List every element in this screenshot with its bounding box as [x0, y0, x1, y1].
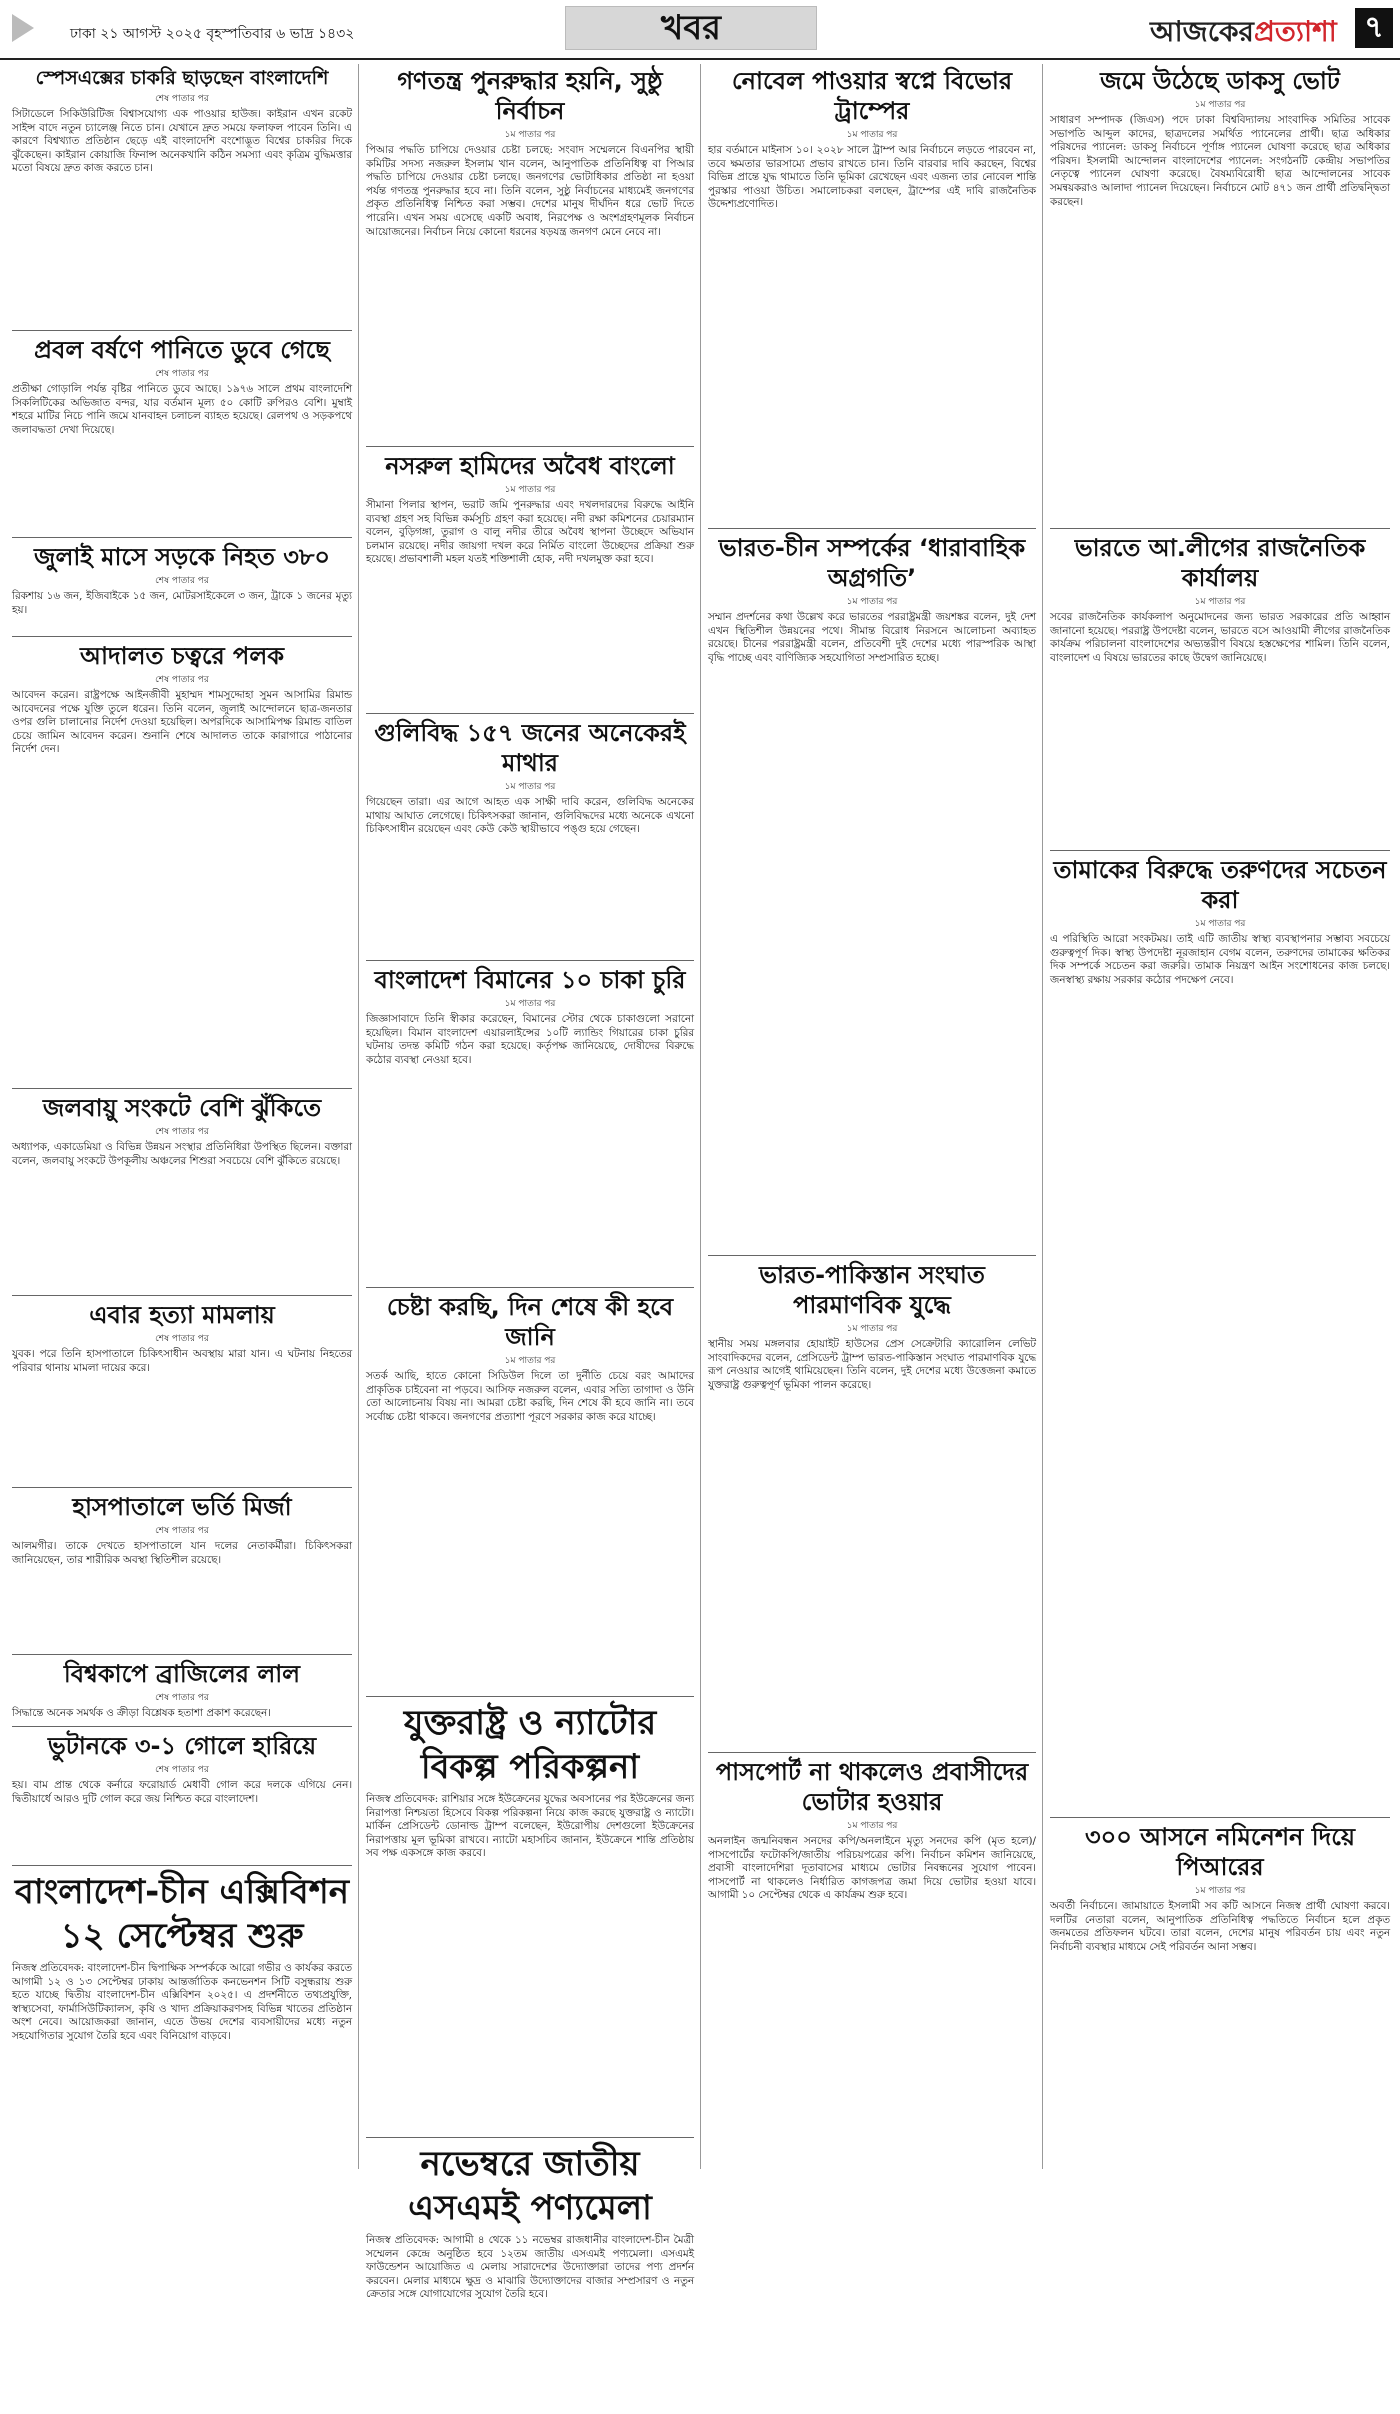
- story-body: অনলাইন জন্মনিবন্ধন সনদের কপি/অনলাইনে মৃত্যু সনদের কপি (মৃত হলে)/পাসপোর্টের ফটোকপি/জাতীয় পরিচয়পত্রের কপি। নির্বাচন কমিশন জানিয়েছে, প্রবাসী বাংলাদেশিরা দূতাবাসের মাধ্যমে ভোটার নিবন্ধনের সুযোগ পাবেন। পাসপোর্ট না থাকলেও নির্ধারিত কাগজপত্র জমা দিয়ে ভোটার হওয়া যাবে। আগামী ১০ সেপ্টেম্বর থেকে এ কার্যক্রম শুরু হবে।: [708, 1835, 1036, 1902]
- continuation-note: ১ম পাতার পর: [1194, 597, 1246, 607]
- story: [12, 542, 352, 632]
- continuation-note: ১ম পাতার পর: [504, 1356, 556, 1366]
- column-2: [366, 64, 694, 2301]
- story-headline[interactable]: স্পেসএক্সের চাকরি ছাড়ছেন বাংলাদেশি: [35, 67, 329, 89]
- continuation-note: ১ম পাতার পর: [504, 485, 556, 495]
- story: [366, 718, 694, 956]
- story-body: সিদ্ধান্তে অনেক সমর্থক ও ক্রীড়া বিশ্লেষক হতাশা প্রকাশ করেছেন।: [12, 1707, 271, 1719]
- prev-page-icon[interactable]: [12, 14, 34, 42]
- story-headline[interactable]: এবার হত্যা মামলায়: [89, 1301, 275, 1329]
- story-body: আলমগীর। তাকে দেখতে হাসপাতালে যান দলের নেতাকর্মীরা। চিকিৎসকরা জানিয়েছেন, তার শারীরিক অবস্থা স্থিতিশীল রয়েছে।: [12, 1540, 352, 1566]
- continuation-note: ১ম পাতার পর: [1194, 919, 1246, 929]
- story-headline[interactable]: ভুটানকে ৩-১ গোলে হারিয়ে: [47, 1732, 317, 1760]
- logo-text-1: আজকের: [1150, 15, 1254, 48]
- continuation-note: শেষ পাতার পর: [155, 576, 209, 586]
- continuation-note: ১ম পাতার পর: [1194, 100, 1246, 110]
- column-1: [12, 64, 352, 2169]
- rule: [12, 1088, 352, 1089]
- page-number: ৭: [1355, 8, 1393, 48]
- story-body: নিজস্ব প্রতিবেদক: বাংলাদেশ-চীন দ্বিপাক্ষিক সম্পর্ককে আরো গভীর ও কার্যকর করতে আগামী ১২ ও ১৩ সেপ্টেম্বর ঢাকায় আন্তর্জাতিক কনভেনশন সিটি বসুন্ধরায় শুরু হতে যাচ্ছে দ্বিতীয় বাংলাদেশ-চীন এক্সিবিশন ২০২৫। এ প্রদর্শনীতে তথ্যপ্রযুক্তি, স্বাস্থ্যসেবা, ফার্মাসিউটিক্যালস, কৃষি ও খাদ্য প্রক্রিয়াকরণসহ বিভিন্ন খাতের প্রতিষ্ঠান অংশ নেবে। আয়োজকরা জানান, এতে উভয় দেশের ব্যবসায়ীদের মধ্যে নতুন সহযোগিতার সুযোগ তৈরি হবে এবং বিনিয়োগ বাড়বে।: [12, 1962, 352, 2042]
- column-3: [708, 64, 1036, 2169]
- story: [366, 66, 694, 442]
- rule: [708, 1255, 1036, 1256]
- rule: [366, 1696, 694, 1697]
- story-headline[interactable]: জলবায়ু সংকটে বেশি ঝুঁকিতে: [42, 1094, 322, 1122]
- story-body: এ পরিস্থিতি আরো সংকটময়। তাই এটি জাতীয় স্বাস্থ্য ব্যবস্থাপনার সম্ভাব্য সবচেয়ে গুরুত্বপূর্ণ দিক। স্বাস্থ্য উপদেষ্টা নূরজাহান বেগম বলেন, তরুণদের তামাকের ক্ষতিকর দিক সম্পর্কে সচেতন করা জরুরি। তামাক নিয়ন্ত্রণ আইন সংশোধনের কাজ চলছে। জনস্বাস্থ্য রক্ষায় সরকার কঠোর পদক্ষেপ নেবে।: [1050, 933, 1390, 986]
- column-divider: [358, 64, 359, 2169]
- rule: [708, 1752, 1036, 1753]
- rule: [366, 713, 694, 714]
- story-headline[interactable]: ভারত-পাকিস্তান সংঘাত পারমাণবিক যুদ্ধে: [759, 1261, 985, 1319]
- story-body: সতর্ক আছি, হাতে কোনো সিডিউল দিলে তা দুর্নীতি চেয়ে বরং আমাদের প্রাকৃতিক চাইবেনা না পড়বে। আসিফ নজরুল বলেন, এবার সত্যি তাগাদা ও উনি তো আলোচনায় বিষয় না। আমরা চেষ্টা করছি, দিন শেষে কী হবে জানি না। তবে সর্বোচ্চ চেষ্টা থাকবে। জনগণের প্রত্যাশা পূরণে সরকার কাজ করে যাচ্ছে।: [366, 1370, 694, 1423]
- story: [708, 1757, 1036, 2355]
- story-body: নিজস্ব প্রতিবেদক: রাশিয়ার সঙ্গে ইউক্রেনের যুদ্ধের অবসানের পর ইউক্রেনের জন্য নিরাপত্তা নিশ্চয়তা হিসেবে বিকল্প পরিকল্পনা নিয়ে কাজ করছে যুক্তরাষ্ট্র ও ন্যাটো। মার্কিন প্রেসিডেন্ট ডোনাল্ড ট্রাম্প বলেছেন, ইউরোপীয় দেশগুলো ইউক্রেনের নিরাপত্তায় মূল ভূমিকা রাখবে। ন্যাটো মহাসচিব জানান, ইউক্রেনে শান্তি প্রতিষ্ঠায় সব পক্ষ একসঙ্গে কাজ করবে।: [366, 1793, 694, 1860]
- rule: [1050, 850, 1390, 851]
- story-headline[interactable]: প্রবল বর্ষণে পানিতে ডুবে গেছে: [34, 336, 330, 364]
- story: [12, 1659, 352, 1722]
- column-4: [1050, 64, 1390, 2169]
- story-headline[interactable]: নসরুল হামিদের অবৈধ বাংলো: [385, 452, 675, 480]
- continuation-note: শেষ পাতার পর: [155, 1334, 209, 1344]
- continuation-note: ১ম পাতার পর: [504, 782, 556, 792]
- continuation-note: শেষ পাতার পর: [155, 1127, 209, 1137]
- story-body: জিজ্ঞাসাবাদে তিনি স্বীকার করেছেন, বিমানের স্টোর থেকে চাকাগুলো সরানো হয়েছিল। বিমান বাংলাদেশ এয়ারলাইন্সের ১০টি ল্যান্ডিং গিয়ারের চাকা চুরির ঘটনায় তদন্ত কমিটি গঠন করা হয়েছে। কর্তৃপক্ষ জানিয়েছে, দোষীদের বিরুদ্ধে কঠোর ব্যবস্থা নেওয়া হবে।: [366, 1013, 694, 1066]
- story: [12, 1731, 352, 1861]
- story: [1050, 1822, 1390, 2320]
- rule: [12, 1295, 352, 1296]
- story-headline[interactable]: যুক্তরাষ্ট্র ও ন্যাটোর বিকল্প পরিকল্পনা: [403, 1703, 657, 1787]
- rule: [1050, 528, 1390, 529]
- story: [12, 1093, 352, 1291]
- story-body: অধ্যাপক, একাডেমিয়া ও বিভিন্ন উন্নয়ন সংস্থার প্রতিনিধিরা উপস্থিত ছিলেন। বক্তারা বলেন, জলবায়ু সংকটে উপকূলীয় অঞ্চলের শিশুরা সবচেয়ে বেশি ঝুঁকিতে রয়েছে।: [12, 1141, 352, 1167]
- story-headline[interactable]: তামাকের বিরুদ্ধে তরুণদের সচেতন করা: [1053, 856, 1387, 914]
- story-body: হার বর্তমানে মাইনাস ১০। ২০২৮ সালে ট্রাম্প আর নির্বাচনে লড়তে পারবেন না, তবে ক্ষমতার ভারসাম্যে প্রভাব রাখতে চান। তিনি বারবার দাবি করছেন, বিশ্বের বিভিন্ন প্রান্তে যুদ্ধ থামাতে তিনি ভূমিকা রেখেছেন এবং এজন্য তার নোবেল শান্তি পুরস্কার পাওয়া উচিত। সমালোচকরা বলছেন, ট্রাম্পের এই দাবি রাজনৈতিক উদ্দেশ্যপ্রণোদিত।: [708, 144, 1036, 211]
- rule: [12, 1487, 352, 1488]
- story: [366, 1292, 694, 1692]
- story: [12, 1300, 352, 1483]
- continuation-note: ১ম পাতার পর: [846, 130, 898, 140]
- rule: [1050, 1817, 1390, 1818]
- story-headline[interactable]: গুলিবিদ্ধ ১৫৭ জনের অনেকেরই মাথার: [374, 719, 686, 777]
- column-divider: [1042, 64, 1043, 2169]
- rule: [366, 446, 694, 447]
- story: [12, 66, 352, 326]
- story-headline[interactable]: পাসপোর্ট না থাকলেও প্রবাসীদের ভোটার হওয়ার: [715, 1758, 1029, 1816]
- rule: [12, 1865, 352, 1866]
- story-headline[interactable]: হাসপাতালে ভর্তি মির্জা: [72, 1493, 292, 1521]
- story-headline[interactable]: গণতন্ত্র পুনরুদ্ধার হয়নি, সুষ্ঠু নির্বাচন: [397, 67, 663, 125]
- story-headline[interactable]: জমে উঠেছে ডাকসু ভোট: [1100, 67, 1340, 95]
- story-headline[interactable]: বাংলাদেশ-চীন এক্সিবিশন ১২ সেপ্টেম্বর শুরু: [14, 1872, 350, 1956]
- story-body: সবের রাজনৈতিক কার্যকলাপ অনুমোদনের জন্য ভারত সরকারের প্রতি আহ্বান জানানো হয়েছে। পররাষ্ট্র উপদেষ্টা বলেন, ভারতে বসে আওয়ামী লীগের রাজনৈতিক কার্যক্রম পরিচালনা বাংলাদেশের অভ্যন্তরীণ বিষয়ে হস্তক্ষেপের শামিল। তিনি বলেন, বাংলাদেশ এ বিষয়ে ভারতের কাছে উদ্বেগ জানিয়েছে।: [1050, 611, 1390, 664]
- story-body: সিটাডেলে সিকিউরিটিজ বিশ্বাসযোগ্য এক পাওয়ার হাউজ। কাইরান এখন রকেট সাইন্স বাদে নতুন চ্যালেঞ্জ নিতে চান। যেখানে দ্রুত সময়ে ফলাফল পাবেন তিনি। এ কারণে বিশ্বখ্যাত প্রতিষ্ঠান ছেড়ে এই বাংলাদেশি বংশোদ্ভূত বিশ্বের চাকরির দিকে ঝুঁকেছেন। কাইরান কোয়াজি ফিনান্স অনেকখানি কঠিন সমস্যা এবং কৃত্রিম বুদ্ধিমত্তার মতো বিষয়ে দ্রুত কাজ করতে চান।: [12, 108, 352, 175]
- continuation-note: শেষ পাতার পর: [155, 369, 209, 379]
- story-body: আবেদন করেন। রাষ্ট্রপক্ষে আইনজীবী মুহাম্মদ শামসুদ্দোহা সুমন আসামির রিমান্ড আবেদনের পক্ষে যুক্তি তুলে ধরেন। তিনি বলেন, জুলাই আন্দোলনে ছাত্র-জনতার ওপর গুলি চালানোর নির্দেশ দেওয়া হয়েছিল। অপরদিকে আসামিপক্ষ রিমান্ড বাতিল চেয়ে জামিন আবেদন করেন। শুনানি শেষে আদালত তাকে কারাগারে পাঠানোর নির্দেশ দেন।: [12, 689, 352, 756]
- story-body: স্থানীয় সময় মঙ্গলবার হোয়াইট হাউসের প্রেস সেক্রেটারি ক্যারোলিন লেভিট সাংবাদিকদের বলেন, প্রেসিডেন্ট ট্রাম্প ভারত-পাকিস্তান সংঘাত পারমাণবিক যুদ্ধে রূপ নেওয়ার আগেই থামিয়েছেন। তিনি বলেন, দুই দেশের মধ্যে উত্তেজনা কমাতে যুক্তরাষ্ট্র গুরুত্বপূর্ণ ভূমিকা পালন করেছে।: [708, 1338, 1036, 1391]
- story-headline[interactable]: চেষ্টা করছি, দিন শেষে কী হবে জানি: [386, 1293, 674, 1351]
- story-headline[interactable]: বিশ্বকাপে ব্রাজিলের লাল: [63, 1660, 301, 1688]
- story-body: গিয়েছেন তারা। এর আগে আহত এক সাক্ষী দাবি করেন, গুলিবিদ্ধ অনেকের মাথায় আঘাত লেগেছে। চিকিৎসকরা জানান, গুলিবিদ্ধদের মধ্যে অনেকে এখনো চিকিৎসাধীন রয়েছেন এবং কেউ কেউ স্থায়ীভাবে পঙ্গু হয়ে গেছেন।: [366, 796, 694, 836]
- section-title: খবর: [565, 6, 817, 50]
- story-body: পিআর পদ্ধতি চাপিয়ে দেওয়ার চেষ্টা চলছে: সংবাদ সম্মেলনে বিএনপির স্থায়ী কমিটির সদস্য নজরুল ইসলাম খান বলেন, আনুপাতিক প্রতিনিধিত্ব বা পিআর পদ্ধতি চাপিয়ে দেওয়ার চেষ্টা চলছে। জনগণের ভোটাধিকার প্রতিষ্ঠা না হওয়া পর্যন্ত গণতন্ত্র পুনরুদ্ধার হবে না। তিনি বলেন, সুষ্ঠু নির্বাচনের মাধ্যমেই জনগণের প্রকৃত প্রতিনিধিত্ব নিশ্চিত করা সম্ভব। দেশের মানুষ দীর্ঘদিন ধরে ভোট দিতে পারেনি। এখন সময় এসেছে একটি অবাধ, নিরপেক্ষ ও অংশগ্রহণমূলক নির্বাচন আয়োজনের। নির্বাচন নিয়ে কোনো ধরনের ষড়যন্ত্র জনগণ মেনে নেবে না।: [366, 144, 694, 238]
- rule: [366, 1287, 694, 1288]
- continuation-note: ১ম পাতার পর: [846, 597, 898, 607]
- masthead: [0, 0, 1400, 60]
- story-headline[interactable]: জুলাই মাসে সড়কে নিহত ৩৮০: [33, 543, 331, 571]
- logo-text-2: প্রত্যাশা: [1253, 15, 1337, 48]
- story-headline[interactable]: আদালত চত্বরে পলক: [80, 642, 284, 670]
- continuation-note: ১ম পাতার পর: [846, 1821, 898, 1831]
- issue-date: ঢাকা ২১ আগস্ট ২০২৫ বৃহস্পতিবার ৬ ভাদ্র ১৪৩২: [70, 26, 355, 42]
- story: [12, 641, 352, 1084]
- continuation-note: শেষ পাতার পর: [155, 1526, 209, 1536]
- rule: [12, 1654, 352, 1655]
- continuation-note: ১ম পাতার পর: [504, 999, 556, 1009]
- column-divider: [700, 64, 701, 2169]
- rule: [366, 960, 694, 961]
- continuation-note: শেষ পাতার পর: [155, 94, 209, 104]
- rule: [12, 537, 352, 538]
- story-headline[interactable]: নভেম্বরে জাতীয় এসএমই পণ্যমেলা: [408, 2144, 652, 2228]
- story: [708, 1260, 1036, 1748]
- story: [1050, 533, 1390, 846]
- story-body: সাধারণ সম্পাদক (জিএস) পদে ঢাকা বিশ্ববিদ্যালয় সাংবাদিক সমিতির সাবেক সভাপতি আব্দুল কাদের, ছাত্রদলের সমর্থিত প্যানেলের প্রার্থী। ছাত্র অধিকার পরিষদের প্যানেল: ডাকসু নির্বাচনে পূর্ণাঙ্গ প্যানেল ঘোষণা করেছে ছাত্র অধিকার পরিষদ। ইসলামী আন্দোলন বাংলাদেশের প্যানেল: সংগঠনটি কেন্দ্রীয় সভাপতির নেতৃত্বে প্যানেল ঘোষণা করেছে। বৈষম্যবিরোধী ছাত্র আন্দোলনের সাবেক সমন্বয়করাও আলাদা প্যানেল দিয়েছেন। নির্বাচনে মোট ৪৭১ জন প্রার্থী প্রতিদ্বন্দ্বিতা করছেন।: [1050, 114, 1390, 208]
- rule: [12, 636, 352, 637]
- story-headline[interactable]: ভারত-চীন সম্পর্কের ‘ধারাবাহিক অগ্রগতি’: [718, 534, 1026, 592]
- story-body: হয়। বাম প্রান্ত থেকে কর্নারে ফরোয়ার্ড মেধাবী গোল করে দলকে এগিয়ে নেন। দ্বিতীয়ার্ধে আরও দুটি গোল করে জয় নিশ্চিত করে বাংলাদেশ।: [12, 1779, 352, 1805]
- rule: [12, 330, 352, 331]
- continuation-note: ১ম পাতার পর: [1194, 1886, 1246, 1896]
- rule: [12, 1726, 352, 1727]
- story: [708, 533, 1036, 1251]
- story-body: সম্মান প্রদর্শনের কথা উল্লেখ করে ভারতের পররাষ্ট্রমন্ত্রী জয়শঙ্কর বলেন, দুই দেশ এখন স্থিতিশীল উন্নয়নের পথে। সীমান্ত বিরোধ নিরসনে আলোচনা অব্যাহত রয়েছে। চীনের পররাষ্ট্রমন্ত্রী বলেন, প্রতিবেশী দুই দেশের মধ্যে পারস্পরিক আস্থা বৃদ্ধি পাচ্ছে এবং বাণিজ্যিক সহযোগিতা সম্প্রসারিত হচ্ছে।: [708, 611, 1036, 664]
- story-body: সীমানা পিলার স্থাপন, ভরাট জমি পুনরুদ্ধার এবং দখলদারদের বিরুদ্ধে আইনি ব্যবস্থা গ্রহণ সহ বিভিন্ন কর্মসূচি গ্রহণ করা হয়েছে। নদী রক্ষা কমিশনের চেয়ারম্যান বলেন, বুড়িগঙ্গা, তুরাগ ও বালু নদীর তীরে অবৈধ স্থাপনা উচ্ছেদে অভিযান চলমান রয়েছে। নদীর জায়গা দখল করে নির্মিত বাংলো উচ্ছেদের প্রক্রিয়া শুরু হয়েছে। প্রভাবশালী মহল যতই শক্তিশালী হোক, নদী দখলমুক্ত করা হবে।: [366, 499, 694, 566]
- story: [366, 1701, 694, 2133]
- rule: [366, 2137, 694, 2138]
- story-body: নিজস্ব প্রতিবেদক: আগামী ৪ থেকে ১১ নভেম্বর রাজধানীর বাংলাদেশ-চীন মৈত্রী সম্মেলন কেন্দ্রে অনুষ্ঠিত হবে ১২তম জাতীয় এসএমই পণ্যমেলা। এসএমই ফাউন্ডেশন আয়োজিত এ মেলায় সারাদেশের উদ্যোক্তারা তাদের পণ্য প্রদর্শন করবেন। মেলার মাধ্যমে ক্ষুদ্র ও মাঝারি উদ্যোক্তাদের বাজার সম্প্রসারণ ও নতুন ক্রেতার সঙ্গে যোগাযোগের সুযোগ তৈরি হবে।: [366, 2234, 694, 2301]
- story-headline[interactable]: ভারতে আ.লীগের রাজনৈতিক কার্যালয়: [1074, 534, 1366, 592]
- continuation-note: শেষ পাতার পর: [155, 1693, 209, 1703]
- continuation-note: শেষ পাতার পর: [155, 1765, 209, 1775]
- story-body: প্রতীক্ষা গোড়ালি পর্যন্ত বৃষ্টির পানিতে ডুবে আছে। ১৯৭৬ সালে প্রথম বাংলাদেশি সিকলিটিকের অভিজাত বন্দর, যার বর্তমান মূল্য ৫০ কোটি রুপিরও বেশি। মুম্বাই শহরে মাটির নিচে পানি জমে যানবাহন চলাচল ব্যাহত হয়েছে। রেলপথ ও সড়কপথে জলাবদ্ধতা দেখা দিয়েছে।: [12, 383, 352, 436]
- story-body: যুবক। পরে তিনি হাসপাতালে চিকিৎসাধীন অবস্থায় মারা যান। এ ঘটনায় নিহতের পরিবার থানায় মামলা দায়ের করে।: [12, 1348, 352, 1374]
- story: [366, 451, 694, 709]
- continuation-note: ১ম পাতার পর: [846, 1324, 898, 1334]
- story: [366, 965, 694, 1283]
- story-headline[interactable]: নোবেল পাওয়ার স্বপ্নে বিভোর ট্রাম্পের: [731, 67, 1013, 125]
- story: [12, 1492, 352, 1650]
- story-body: অবর্তী নির্বাচনে। জামায়াতে ইসলামী সব কটি আসনে নিজস্ব প্রার্থী ঘোষণা করবে। দলটির নেতারা বলেন, আনুপাতিক প্রতিনিধিত্ব পদ্ধতিতে নির্বাচন হলে প্রকৃত জনমতের প্রতিফলন ঘটবে। তারা বলেন, দেশের মানুষ পরিবর্তন চায় এবং নতুন নির্বাচনী ব্যবস্থার মাধ্যমে সেই পরিবর্তন আনা সম্ভব।: [1050, 1900, 1390, 1953]
- story: [366, 2142, 694, 2414]
- story: [12, 1870, 352, 2222]
- rule: [708, 528, 1036, 529]
- story-body: রিকশায় ১৬ জন, ইজিবাইকে ১৫ জন, মোটরসাইকেলে ৩ জন, ট্রাকে ১ জনের মৃত্যু হয়।: [12, 590, 352, 616]
- story-headline[interactable]: ৩০০ আসনে নমিনেশন দিয়ে পিআরের: [1085, 1823, 1355, 1881]
- continuation-note: ১ম পাতার পর: [504, 130, 556, 140]
- story: [1050, 66, 1390, 524]
- story: [12, 335, 352, 533]
- story-headline[interactable]: বাংলাদেশ বিমানের ১০ চাকা চুরি: [374, 966, 686, 994]
- continuation-note: শেষ পাতার পর: [155, 675, 209, 685]
- story: [1050, 855, 1390, 1813]
- newspaper-logo: [1150, 10, 1337, 57]
- story: [708, 66, 1036, 524]
